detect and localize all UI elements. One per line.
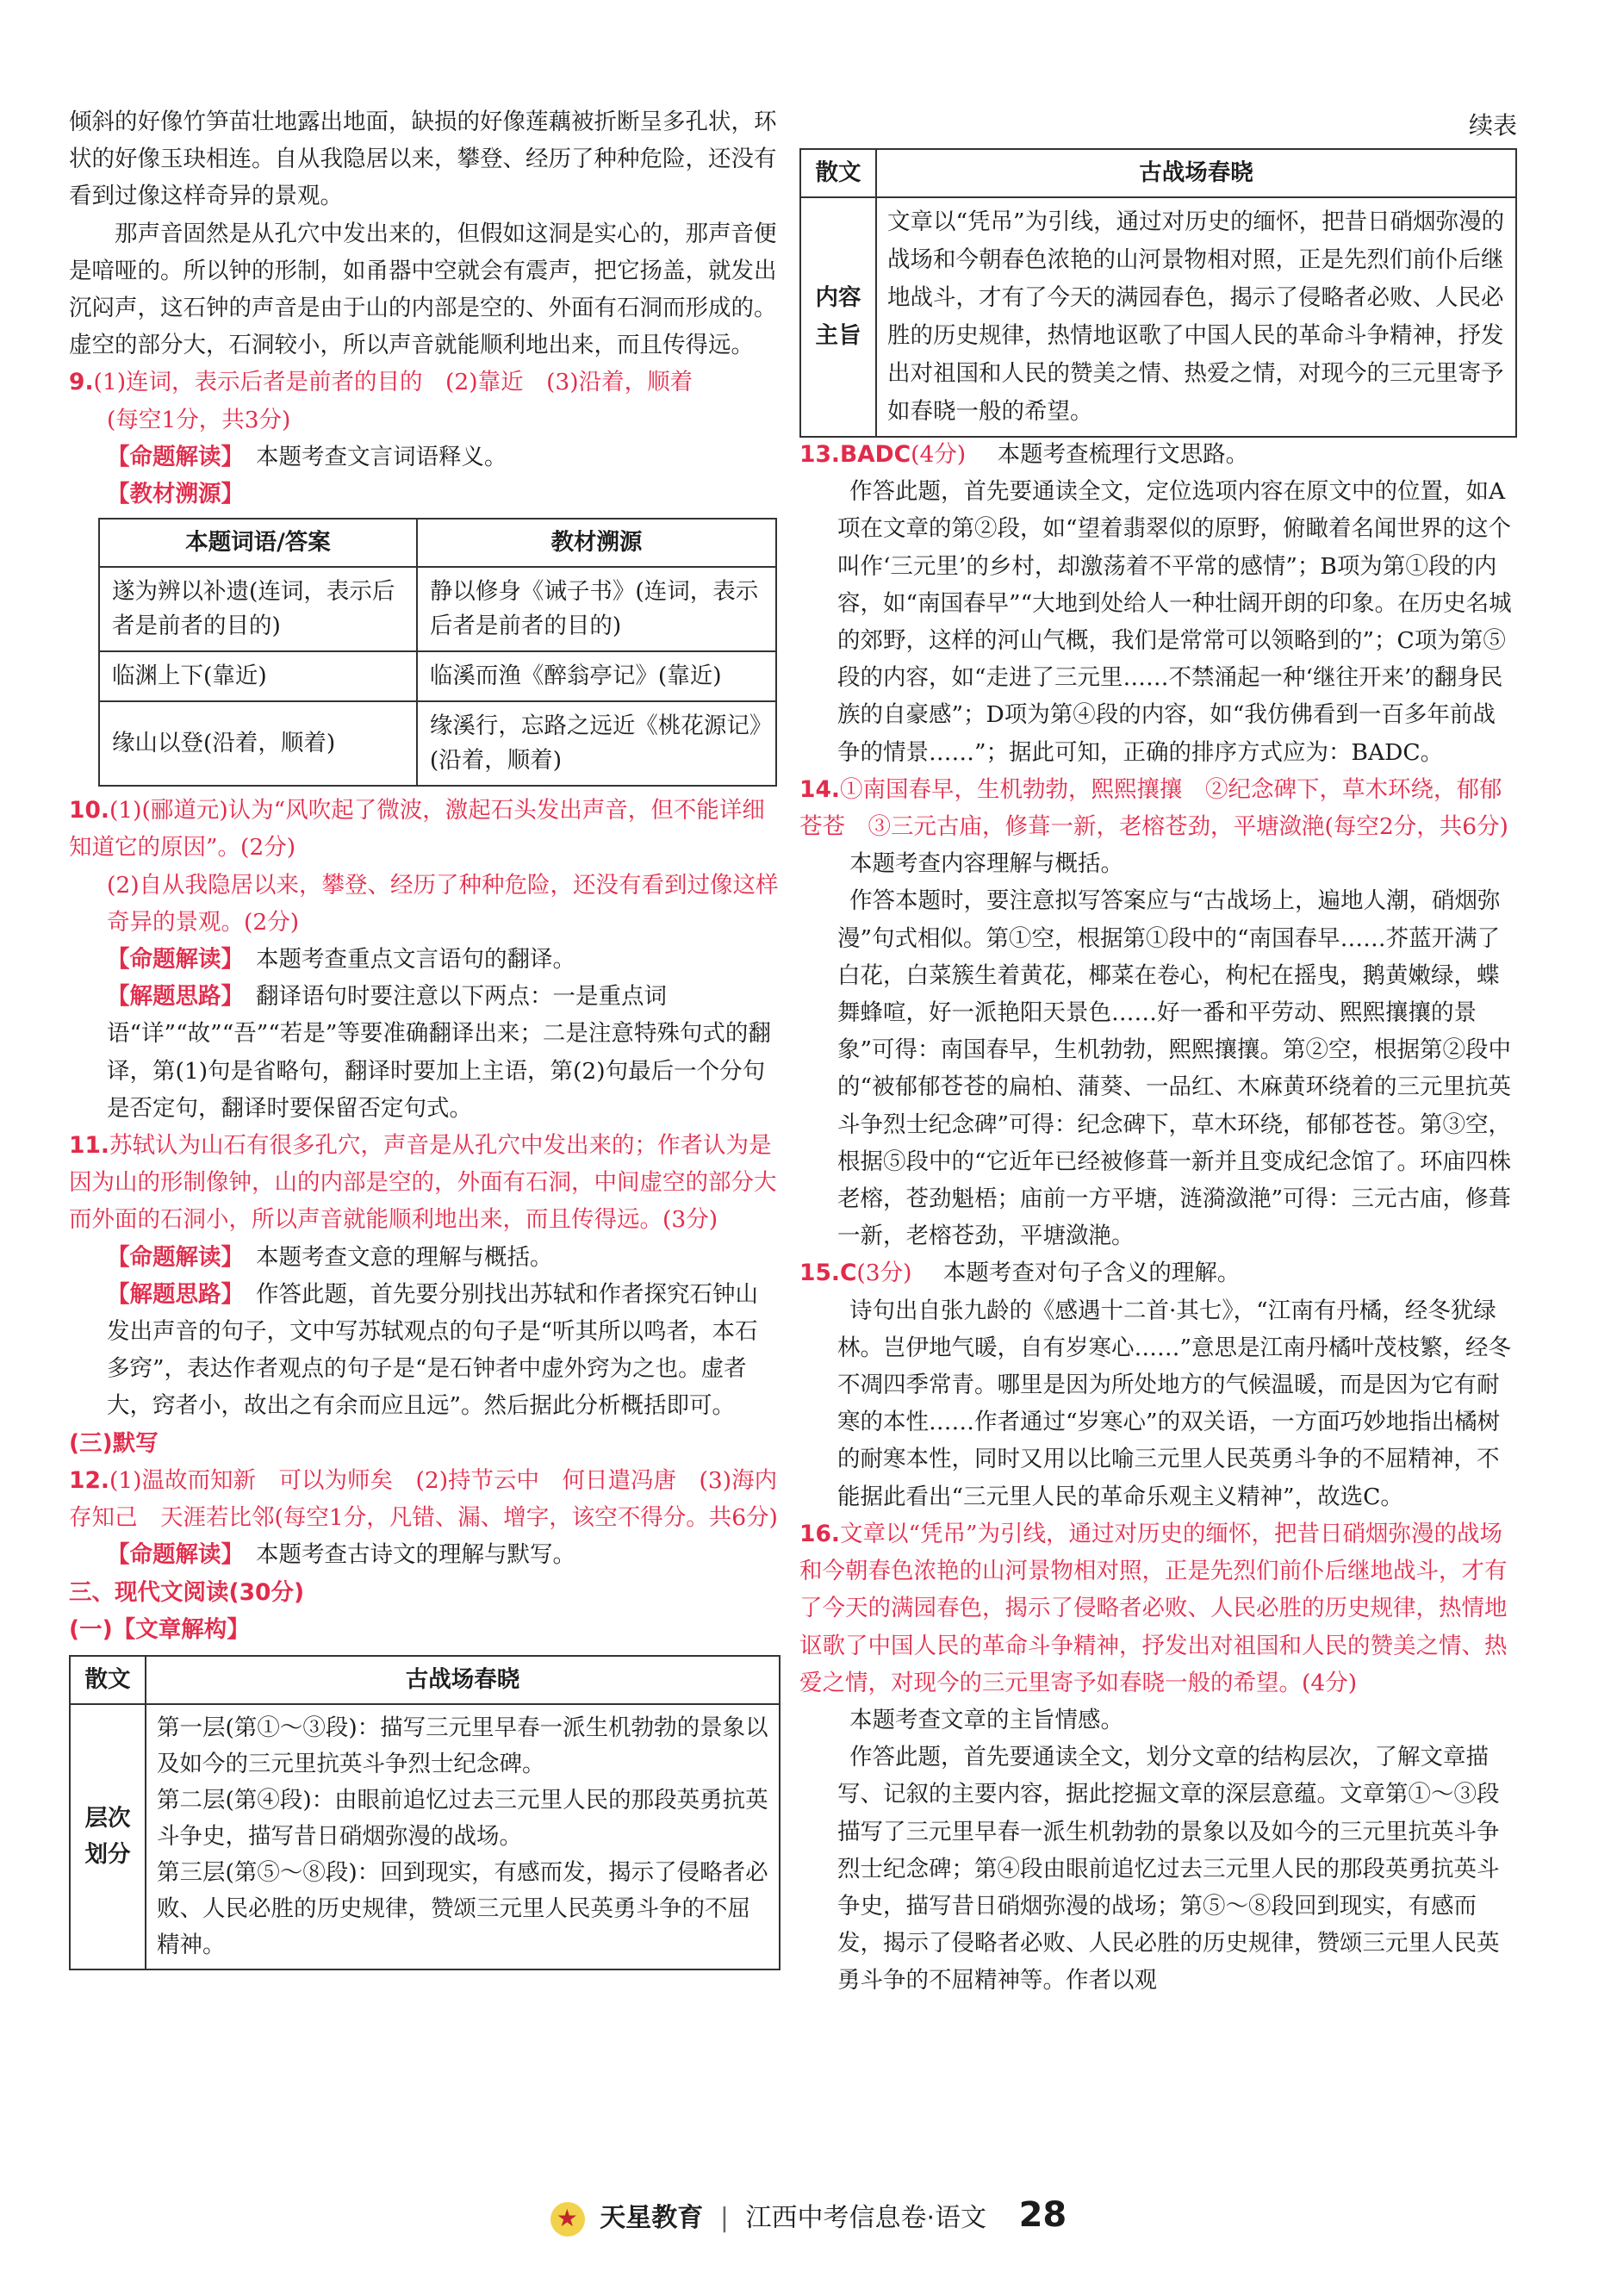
- layer-text: 第一层(第①～③段)：描写三元里早春一派生机勃勃的景象以及如今的三元里抗英斗争烈士纪念碑。: [157, 1714, 768, 1777]
- table-cell: [146, 1704, 780, 1969]
- page-number: 28: [1018, 2195, 1067, 2235]
- subsection-heading: (一): [69, 1615, 113, 1643]
- section-heading: 三、现代文阅读(30分): [69, 1578, 305, 1606]
- explanation: 本题考查重点文言语句的翻译。: [256, 946, 575, 974]
- table-row: [99, 651, 776, 701]
- answer: (1)(郦道元)认为“风吹起了微波，激起石头发出声音，但不能详细知道它的原因”。(2分): [69, 797, 765, 862]
- question-number: 13.: [799, 441, 840, 468]
- question-16: [799, 1515, 1517, 2000]
- table-header: 散文: [70, 1656, 146, 1704]
- publication-title: 江西中考信息卷·语文: [745, 2203, 987, 2233]
- question-number: 10.: [69, 797, 109, 824]
- continued-label: 续表: [1468, 111, 1517, 140]
- explanation: 作答此题，首先要通读全文，划分文章的结构层次，了解文章描写、记叙的主要内容，据此挖掘文章的深层意蕴。文章第①～③段描写了三元里早春一派生机勃勃的景象以及如今的三元里抗英斗争烈士纪念碑；第④段由眼前追忆过去三元里人民的那段英勇抗英斗争史，描写昔日硝烟弥漫的战场；第⑤～⑧段回到现实，有感而发，揭示了侵略者必败、人民必胜的历史规律，赞颂三元里人民英勇斗争的不屈精神等。作者以观: [837, 1744, 1500, 1994]
- explanation: 本题考查古诗文的理解与默写。: [256, 1541, 575, 1569]
- tag-label: 【教材溯源】: [107, 481, 244, 508]
- explanation: 本题考查对句子含义的理解。: [942, 1260, 1241, 1287]
- explanation: 作答本题时，要注意拟写答案应与“古战场上，遍地人潮，硝烟弥漫”句式相似。第①空，根据第①段中的“南国春早……芥蓝开满了白花，白菜簇生着黄花，椰菜在卷心，枸杞在摇曳，鹅黄嫩绿，蝶舞蜂喧，好一派艳阳天景色……好一番和平劳动、熙熙攘攘的景象”可得：南国春早，生机勃勃，熙熙攘攘。第②空，根据第②段中的“被郁郁苍苍的扁柏、蒲葵、一品红、木麻黄环绕着的三元里抗英斗争烈士纪念碑”可得：纪念碑下，草木环绕，郁郁苍苍。第③空，根据⑤段中的“它近年已经被修葺一新并且变成纪念馆了。环庙四株老榕，苍劲魁梧；庙前一方平塘，涟漪潋滟”可得：三元古庙，修葺一新，老榕苍劲，平塘潋滟。: [837, 887, 1512, 1250]
- question-14: [799, 771, 1517, 1255]
- explanation: 本题考查梳理行文思路。: [997, 441, 1249, 468]
- answer: (1)温故而知新 可以为师矣 (2)持节云中 何日遣冯唐 (3)海内存知己 天涯若比邻(每空1分，凡错、漏、增字，该空不得分。共6分): [69, 1466, 778, 1532]
- tag-label: 【解题思路】: [107, 1280, 244, 1308]
- table-cell: 临渊上下(靠近): [99, 651, 417, 701]
- table-header: 散文: [800, 149, 876, 197]
- tag-label: 【命题解读】: [107, 1541, 244, 1569]
- structure-table: [69, 1655, 781, 1970]
- table-cell: 缘山以登(沿着，顺着): [99, 701, 417, 786]
- layer-text: 第三层(第⑤～⑧段)：回到现实，有感而发，揭示了侵略者必败、人民必胜的历史规律，赞颂三元里人民英勇斗争的不屈精神。: [157, 1858, 768, 1958]
- intro-paragraph-2: 那声音固然是从孔穴中发出来的，但假如这洞是实心的，那声音便是喑哑的。所以钟的形制，如甬器中空就会有震声，把它扬盖，就发出沉闷声，这石钟的声音是由于山的内部是空的、外面有石洞而形成的。虚空的部分大，石洞较小，所以声音就能顺利地出来，而且传得远。: [69, 220, 777, 359]
- table-cell: 遂为辨以补遗(连词，表示后者是前者的目的): [99, 567, 417, 651]
- question-12: [69, 1462, 781, 1574]
- table-header: 本题词语/答案: [99, 519, 417, 567]
- explanation: 诗句出自张九龄的《感遇十二首·其七》，“江南有丹橘，经冬犹绿林。岂伊地气暖，自有岁寒心……”意思是江南丹橘叶茂枝繁，经冬不凋四季常青。哪里是因为所处地方的气候温暖，而是因为它有耐寒的本性……作者通过“岁寒心”的双关语，一方面巧妙地指出橘树的耐寒本性，同时又用以比喻三元里人民英勇斗争的不屈精神，不能据此看出“三元里人民的革命乐观主义精神”，故选C。: [837, 1297, 1512, 1510]
- question-number: 16.: [799, 1520, 840, 1547]
- answer: ①南国春早，生机勃勃，熙熙攘攘 ②纪念碑下，草木环绕，郁郁苍苍 ③三元古庙，修葺一新，老榕苍劲，平塘潋滟(每空2分，共6分): [799, 775, 1508, 841]
- answer: 苏轼认为山石有很多孔穴，声音是从孔穴中发出来的；作者认为是因为山的形制像钟，山的内部是空的，外面有石洞，中间虚空的部分大而外面的石洞小，所以声音就能顺利地出来，而且传得远。(3分): [69, 1132, 777, 1234]
- score-note: (每空1分，共3分): [107, 406, 291, 433]
- row-label: 层次划分: [70, 1704, 146, 1969]
- intro-paragraph-1: 倾斜的好像竹笋苗壮地露出地面，缺损的好像莲藕被折断呈多孔状，环状的好像玉玦相连。自从我隐居以来，攀登、经历了种种危险，还没有看到过像这样奇异的景观。: [69, 109, 777, 210]
- explanation: 本题考查文章的主旨情感。: [849, 1706, 1123, 1733]
- question-number: 14.: [799, 775, 840, 803]
- table-cell: 缘溪行，忘路之远近《桃花源记》(沿着，顺着): [417, 701, 776, 786]
- answer: (2)自从我隐居以来，攀登、经历了种种危险，还没有看到过像这样奇异的景观。(2分): [107, 871, 779, 936]
- table-cell: 临溪而渔《醉翁亭记》(靠近): [417, 651, 776, 701]
- answer: (1)连词，表示后者是前者的目的 (2)靠近 (3)沿着，顺着: [93, 369, 693, 396]
- question-number: 12.: [69, 1466, 109, 1494]
- tag-label: 【命题解读】: [107, 1243, 244, 1271]
- question-10: [69, 792, 781, 1127]
- explanation: 本题考查内容理解与概括。: [849, 850, 1123, 878]
- tag-label: 【文章解构】: [112, 1615, 250, 1643]
- left-column: [69, 103, 781, 1970]
- table-header: 古战场春晓: [876, 149, 1516, 197]
- question-number: 11.: [69, 1132, 109, 1160]
- row-label: 内容主旨: [800, 197, 876, 437]
- table-cell: 静以修身《诫子书》(连词，表示后者是前者的目的): [417, 567, 776, 651]
- score-note: (3分): [856, 1260, 912, 1287]
- table-header: 教材溯源: [417, 519, 776, 567]
- score-note: (4分): [911, 441, 967, 468]
- answer: C: [839, 1260, 857, 1287]
- explanation: 翻译语句时要注意以下两点：一是重点词语“详”“故”“吾”“若是”等要准确翻译出来；二是注意特殊句式的翻译，第(1)句是省略句，翻译时要加上主语，第(2)句最后一个分句是否定句，翻译时要保留否定句式。: [107, 983, 771, 1122]
- table-row: [99, 701, 776, 786]
- question-number: 15.: [799, 1260, 840, 1287]
- table-row: [70, 1704, 780, 1969]
- explanation: 本题考查文意的理解与概括。: [256, 1243, 553, 1271]
- table-cell: 文章以“凭吊”为引线，通过对历史的缅怀，把昔日硝烟弥漫的战场和今朝春色浓艳的山河景物相对照，正是先烈们前仆后继地战斗，才有了今天的满园春色，揭示了侵略者必败、人民必胜的历史规律，热情地讴歌了中国人民的革命斗争精神，抒发出对祖国和人民的赞美之情、热爱之情，对现今的三元里寄予如春晓一般的希望。: [876, 197, 1516, 437]
- brand-name: 天星教育: [600, 2203, 704, 2233]
- table-row: [99, 567, 776, 651]
- section-heading: (三)默写: [69, 1429, 159, 1457]
- tag-label: 【解题思路】: [107, 983, 244, 1011]
- table-row: [800, 197, 1516, 437]
- tag-label: 【命题解读】: [107, 946, 244, 974]
- question-11: [69, 1127, 781, 1425]
- question-13: [799, 436, 1517, 771]
- question-9: [69, 364, 781, 787]
- source-table: [98, 518, 777, 787]
- theme-table: [799, 148, 1517, 438]
- table-header: 古战场春晓: [146, 1656, 780, 1704]
- star-logo-icon: [550, 2202, 585, 2237]
- question-15: [799, 1254, 1517, 1515]
- footer-divider: |: [719, 2203, 729, 2233]
- answer: 文章以“凭吊”为引线，通过对历史的缅怀，把昔日硝烟弥漫的战场和今朝春色浓艳的山河景物相对照，正是先烈们前仆后继地战斗，才有了今天的满园春色，揭示了侵略者必败、人民必胜的历史规律，热情地讴歌了中国人民的革命斗争精神，抒发出对祖国和人民的赞美之情、热爱之情，对现今的三元里寄予如春晓一般的希望。(4分): [799, 1520, 1508, 1696]
- tag-label: 【命题解读】: [107, 443, 244, 470]
- answer: BADC: [839, 441, 911, 468]
- layer-text: 第二层(第④段)：由眼前追忆过去三元里人民的那段英勇抗英斗争史，描写昔日硝烟弥漫的战场。: [157, 1786, 768, 1850]
- explanation: 作答此题，首先要分别找出苏轼和作者探究石钟山发出声音的句子，文中写苏轼观点的句子是“听其所以鸣者，本石多窍”，表达作者观点的句子是“是石钟者中虚外窍为之也。虚者大，窍者小，故出之有余而应且远”。然后据此分析概括即可。: [107, 1280, 758, 1420]
- explanation: 本题考查文言词语释义。: [256, 443, 507, 470]
- explanation: 作答此题，首先要通读全文，定位选项内容在原文中的位置，如A项在文章的第②段，如“望着翡翠似的原野，俯瞰着名闻世界的这个叫作‘三元里’的乡村，却激荡着不平常的感情”；B项为第①段的内容，如“南国春早”“大地到处给人一种壮阔开朗的印象。在历史名城的郊野，这样的河山气概，我们是常常可以领略到的”；C项为第⑤段的内容，如“走进了三元里……不禁涌起一种‘继往开来’的翻身民族的自豪感”；D项为第④段的内容，如“我仿佛看到一百多年前战争的情景……”；据此可知，正确的排序方式应为：BADC。: [837, 478, 1512, 766]
- page-footer: [0, 2195, 1617, 2237]
- right-column: [799, 436, 1517, 2000]
- question-number: 9.: [69, 369, 94, 396]
